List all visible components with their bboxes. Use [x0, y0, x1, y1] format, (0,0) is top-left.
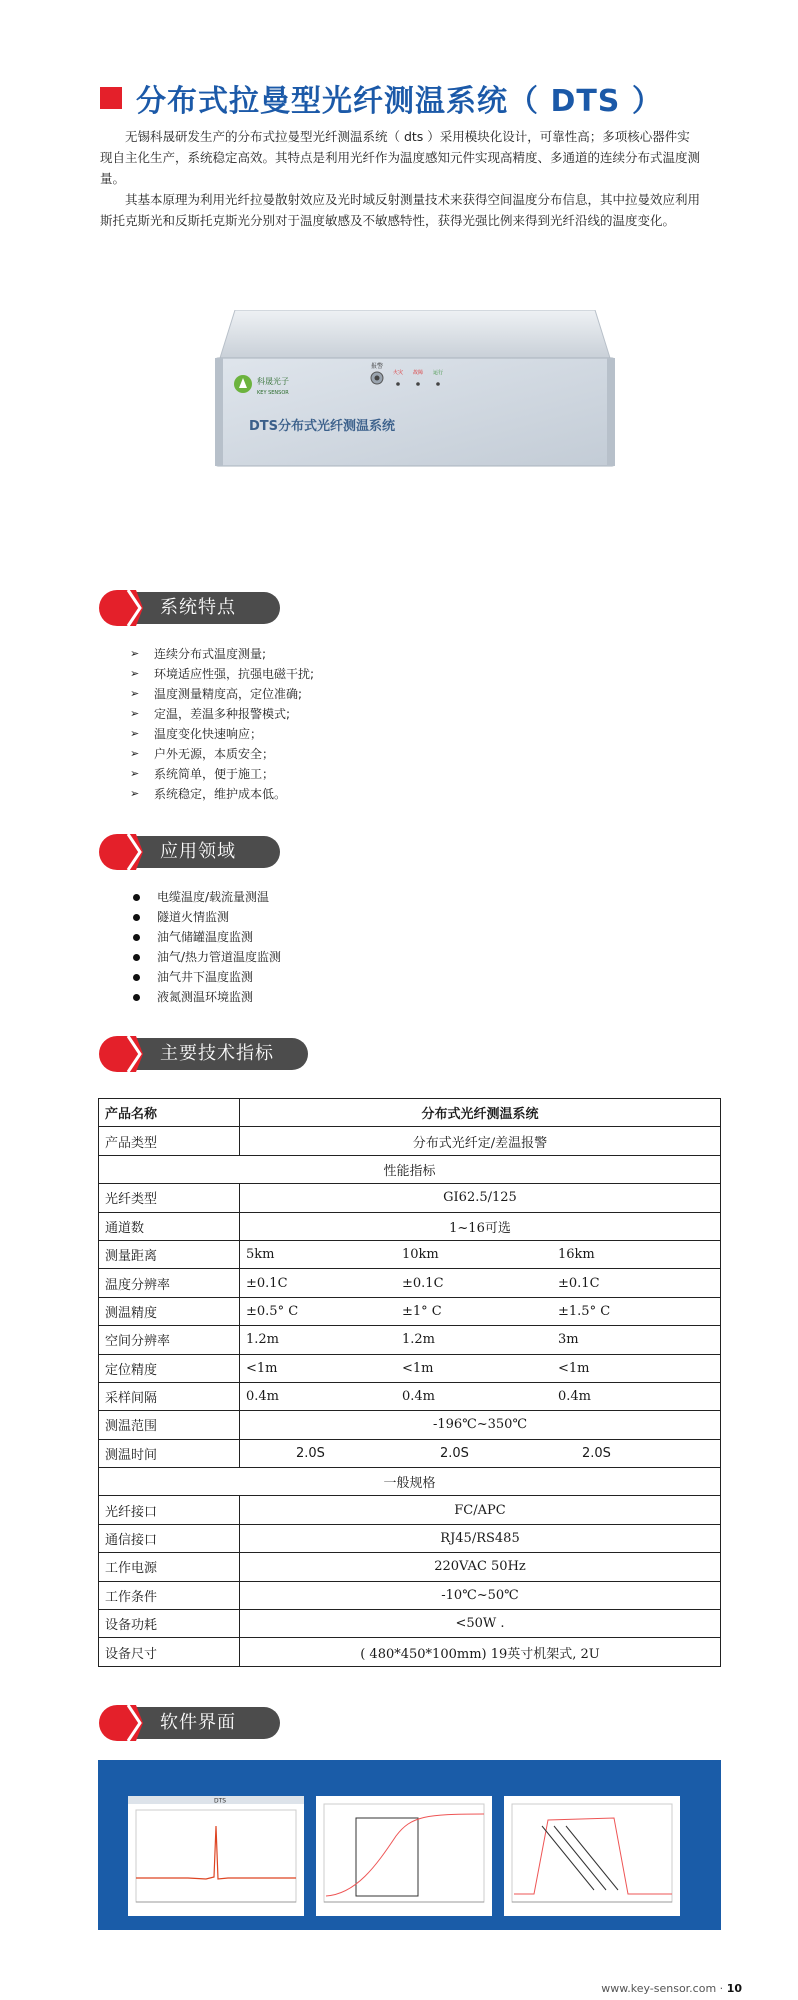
section-arrow-icon: [98, 1704, 144, 1742]
table-row: 设备尺寸 ( 480*450*100mm) 19英寸机架式, 2U: [99, 1638, 721, 1666]
dot-bullet-icon: [133, 914, 140, 921]
table-row: 产品类型 分布式光纤定/差温报警: [99, 1127, 721, 1155]
led-run: [436, 382, 440, 386]
table-row: 通道数 1~16可选: [99, 1212, 721, 1240]
list-item: 油气储罐温度监测: [130, 927, 281, 947]
table-row: 温度分辨率 ±0.1C ±0.1C ±0.1C: [99, 1269, 721, 1297]
led-label-fire: 火灾: [393, 370, 404, 376]
table-row: 采样间隔 0.4m 0.4m 0.4m: [99, 1382, 721, 1410]
led-label-fault: 故障: [413, 370, 424, 376]
arrow-bullet-icon: ➢: [130, 767, 140, 780]
spec-table: [98, 1098, 721, 1667]
list-item: 电缆温度/载流量测温: [130, 887, 281, 907]
software-screenshot-1: [128, 1796, 304, 1916]
table-row: 工作条件 -10℃~50℃: [99, 1581, 721, 1609]
list-item: ➢ 系统简单，便于施工；: [130, 764, 314, 784]
page-title: 分布式拉曼型光纤测温系统（ DTS ）: [136, 84, 663, 119]
section-header-features: [98, 589, 280, 627]
features-list: [130, 644, 314, 804]
dot-bullet-icon: [133, 994, 140, 1001]
table-row: 工作电源 220VAC 50Hz: [99, 1553, 721, 1581]
arrow-bullet-icon: ➢: [130, 707, 140, 720]
section-header-software: [98, 1704, 280, 1742]
led-fault: [416, 382, 420, 386]
general-section-title: 一般规格: [99, 1468, 721, 1496]
table-row: [99, 1155, 721, 1183]
list-item: ➢ 定温，差温多种报警模式;: [130, 704, 314, 724]
section-title-features: 系统特点: [160, 597, 236, 618]
list-item: ➢ 温度变化快速响应；: [130, 724, 314, 744]
list-item: ➢ 连续分布式温度测量;: [130, 644, 314, 664]
section-title-specs: 主要技术指标: [160, 1043, 274, 1064]
dot-bullet-icon: [133, 894, 140, 901]
table-row: 定位精度 <1m <1m <1m: [99, 1354, 721, 1382]
intro-text: [100, 126, 700, 231]
table-row: 测量距离 5km 10km 16km: [99, 1240, 721, 1268]
table-row: 光纤类型 GI62.5/125: [99, 1184, 721, 1212]
dot-bullet-icon: [133, 954, 140, 961]
led-label-run: 运行: [433, 370, 444, 376]
section-arrow-icon: [98, 589, 144, 627]
page-number: 10: [726, 1982, 742, 1995]
footer-url: www.key-sensor.com: [601, 1982, 717, 1995]
logo-sub: KEY SENSOR: [257, 390, 289, 396]
table-row: 测温范围 -196℃~350℃: [99, 1411, 721, 1439]
list-item: 油气井下温度监测: [130, 967, 281, 987]
section-title-applications: 应用领域: [160, 841, 236, 862]
arrow-bullet-icon: ➢: [130, 787, 140, 800]
arrow-bullet-icon: ➢: [130, 727, 140, 740]
list-item: 隧道火情监测: [130, 907, 281, 927]
table-row: 光纤接口 FC/APC: [99, 1496, 721, 1524]
table-row: 空间分辨率 1.2m 1.2m 3m: [99, 1326, 721, 1354]
perf-section-title: 性能指标: [99, 1155, 721, 1183]
applications-list: [130, 887, 281, 1007]
alarm-label: 报警: [371, 363, 384, 370]
dot-bullet-icon: [133, 974, 140, 981]
table-row: 测温精度 ±0.5° C ±1° C ±1.5° C: [99, 1297, 721, 1325]
table-row: 产品名称 分布式光纤测温系统: [99, 1099, 721, 1127]
panel-label: DTS分布式光纤测温系统: [249, 419, 396, 434]
title-red-square: [100, 87, 122, 109]
list-item: ➢ 户外无源，本质安全；: [130, 744, 314, 764]
intro-paragraph-2: 其基本原理为利用光纤拉曼散射效应及光时域反射测量技术来获得空间温度分布信息，其中拉曼效应利用斯托克斯光和反斯托克斯光分别对于温度敏感及不敏感特性，获得光强比例来得到光纤沿线的温度变化。: [100, 192, 701, 228]
device-photo: [215, 310, 615, 470]
section-arrow-icon: [98, 1035, 144, 1073]
list-item: ➢ 环境适应性强，抗强电磁干扰;: [130, 664, 314, 684]
led-fire: [396, 382, 400, 386]
software-screenshots-panel: [98, 1760, 721, 1930]
section-title-software: 软件界面: [160, 1712, 236, 1733]
logo-icon: [234, 375, 252, 393]
table-row: 设备功耗 <50W .: [99, 1610, 721, 1638]
list-item: 油气/热力管道温度监测: [130, 947, 281, 967]
section-arrow-icon: [98, 833, 144, 871]
arrow-bullet-icon: ➢: [130, 747, 140, 760]
table-row: 测温时间 2.0S 2.0S 2.0S: [99, 1439, 721, 1467]
table-row: 通信接口 RJ45/RS485: [99, 1524, 721, 1552]
page-title-row: [100, 76, 663, 120]
page-footer: www.key-sensor.com · 10: [601, 1982, 742, 1995]
arrow-bullet-icon: ➢: [130, 687, 140, 700]
list-item: ➢ 温度测量精度高，定位准确;: [130, 684, 314, 704]
software-window-title: DTS: [214, 1797, 227, 1805]
software-screenshot-2: [316, 1796, 492, 1916]
logo-text: 科晟光子: [257, 377, 289, 386]
section-header-specs: [98, 1035, 308, 1073]
list-item: 液氮测温环境监测: [130, 987, 281, 1007]
arrow-bullet-icon: ➢: [130, 647, 140, 660]
arrow-bullet-icon: ➢: [130, 667, 140, 680]
section-header-applications: [98, 833, 280, 871]
intro-paragraph-1: 无锡科晟研发生产的分布式拉曼型光纤测温系统（ dts ）采用模块化设计，可靠性高；多项核心器件实现自主化生产，系统稳定高效。其特点是利用光纤作为温度感知元件实现高精度、多通道的连续分布式温度测量。: [100, 129, 701, 186]
software-screenshot-3: [504, 1796, 680, 1916]
table-row: [99, 1468, 721, 1496]
list-item: ➢ 系统稳定，维护成本低。: [130, 784, 314, 804]
dot-bullet-icon: [133, 934, 140, 941]
